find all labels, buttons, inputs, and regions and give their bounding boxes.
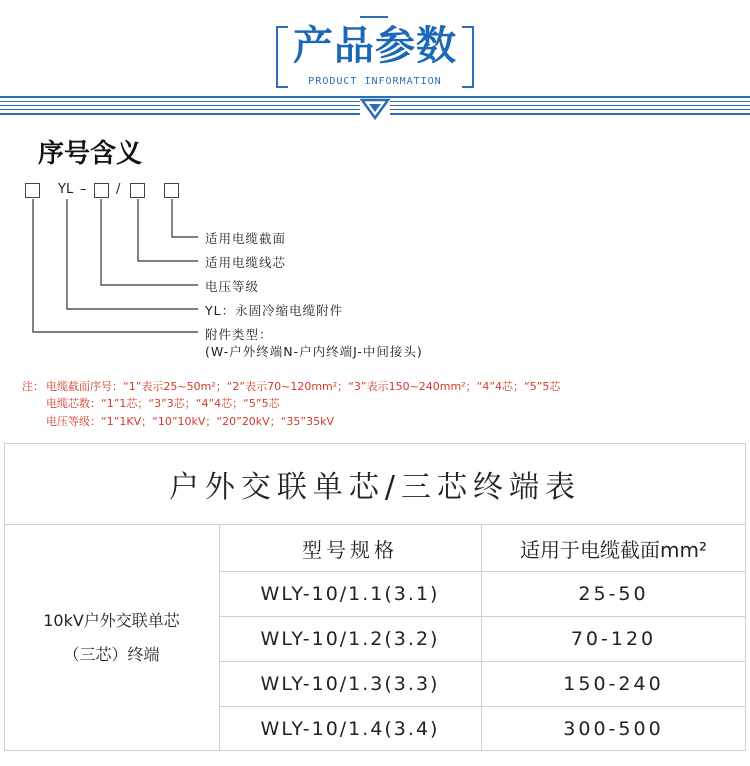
row-group-label — [4, 604, 219, 672]
table-row-model: WLY-10/1.1(3.1) — [260, 583, 440, 605]
desc-cable-section: 适用电缆截面 — [205, 231, 287, 246]
table-row-model: WLY-10/1.4(3.4) — [260, 718, 440, 740]
table-row-section: 300-500 — [563, 718, 664, 740]
code-box-voltage — [94, 183, 109, 198]
code-box-type — [25, 183, 40, 198]
desc-cable-cores: 适用电缆线芯 — [205, 255, 287, 270]
desc-yl-brand: YL：永固冷缩电缆附件 — [205, 303, 344, 318]
row-group-label-line1: 10kV户外交联单芯 — [43, 611, 180, 630]
table-row-model: WLY-10/1.2(3.2) — [260, 628, 440, 650]
down-triangle-icon — [360, 98, 390, 120]
col-header-model: 型号规格 — [302, 538, 398, 562]
desc-voltage-level: 电压等级 — [205, 279, 260, 294]
note-core-codes: 电缆芯数：“1”1芯；“3”3芯；“4”4芯；“5”5芯 — [46, 397, 280, 410]
code-slash: / — [116, 182, 121, 197]
table-row-section: 150-240 — [563, 673, 664, 695]
col-header-section: 适用于电缆截面mm² — [520, 538, 707, 562]
banner-subtitle: PRODUCT INFORMATION — [308, 76, 442, 87]
note-section-codes: 电缆截面序号：“1”表示25~50m²；“2”表示70~120mm²；“3”表示150~240mm²；“4”4芯；“5”5芯 — [46, 380, 561, 393]
table-row-section: 25-50 — [578, 583, 649, 605]
note-label: 注： — [22, 380, 44, 393]
code-box-cores — [130, 183, 145, 198]
note-voltage-codes: 电压等级：“1”1KV；“10”10kV；“20”20kV；“35”35kV — [46, 415, 334, 428]
banner-title: 产品参数 — [293, 23, 457, 69]
spec-table-title: 户外交联单芯/三芯终端表 — [168, 469, 582, 505]
row-group-label-line2: （三芯）终端 — [63, 645, 160, 664]
desc-accessory-type: 附件类型： — [205, 327, 273, 342]
code-dash: – — [80, 182, 87, 197]
code-prefix: YL — [58, 182, 74, 197]
banner-frame-top — [360, 16, 388, 18]
code-box-section — [164, 183, 179, 198]
spec-table-title-row — [4, 443, 746, 525]
legend-title: 序号含义 — [38, 139, 143, 169]
table-row-section: 70-120 — [570, 628, 657, 650]
desc-accessory-type-detail: (W-户外终端N-户内终端J-中间接头) — [205, 344, 423, 359]
table-row-model: WLY-10/1.3(3.3) — [260, 673, 440, 695]
product-info-banner — [0, 0, 750, 125]
